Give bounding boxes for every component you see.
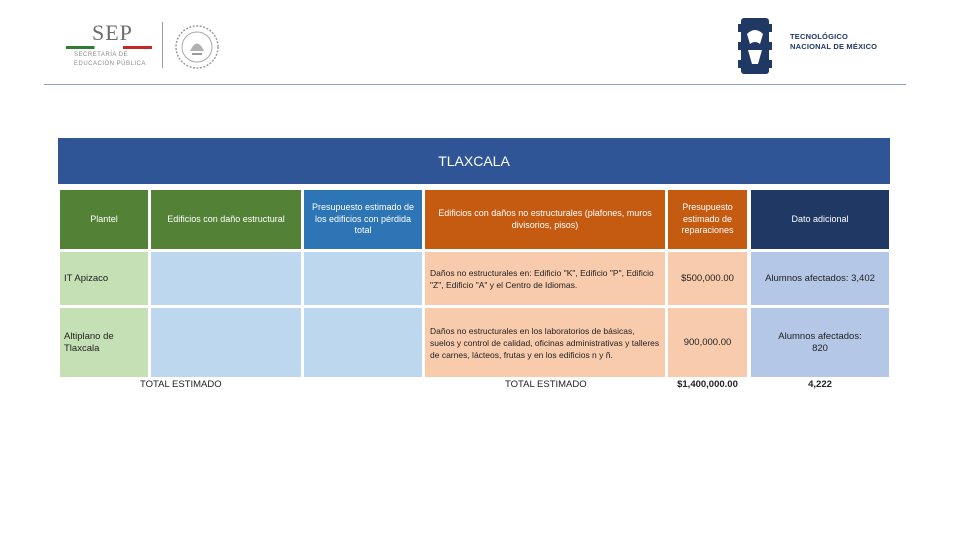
column-header-dano-estructural: Edificios con daño estructural (151, 190, 301, 249)
table-row-dato-adicional: Alumnos afectados: 820 (751, 308, 889, 377)
table-row-presupuesto-perdida (304, 252, 422, 305)
column-header-presupuesto-perdida: Presupuesto estimado de los edificios con pérdida total (304, 190, 422, 249)
column-header-plantel: Plantel (60, 190, 148, 249)
table-row-presupuesto-reparaciones: $500,000.00 (668, 252, 747, 305)
total-label-right: TOTAL ESTIMADO (505, 379, 587, 390)
table-row-presupuesto-reparaciones: 900,000.00 (668, 308, 747, 377)
table-row-presupuesto-perdida (304, 308, 422, 377)
total-presupuesto: $1,400,000.00 (677, 379, 738, 390)
tecnm-gear-icon (738, 14, 772, 78)
column-header-dato-adicional: Dato adicional (751, 190, 889, 249)
table-row-dano-estructural (151, 308, 301, 377)
table-row-no-estructurales: Daños no estructurales en: Edificio "K", Edificio "P", Edificio "Z", Edificio "A" y el Centro de Idiomas. (425, 252, 665, 305)
sep-subtitle-line1: SECRETARÍA DE (74, 52, 129, 58)
tecnm-wordmark (790, 32, 877, 52)
table-row-plantel: Altiplano de Tlaxcala (60, 308, 148, 377)
table-row-dato-adicional: Alumnos afectados: 3,402 (751, 252, 889, 305)
table-row-dano-estructural (151, 252, 301, 305)
column-header-no-estructurales: Edificios con daños no estructurales (plafones, muros divisorios, pisos) (425, 190, 665, 249)
column-header-presupuesto-reparaciones: Presupuesto estimado de reparaciones (668, 190, 747, 249)
table-title: TLAXCALA (58, 138, 890, 184)
sep-flag-bars (66, 46, 152, 49)
tecnm-line1: TECNOLÓGICO (790, 32, 849, 41)
sep-subtitle-line2: EDUCACIÓN PÚBLICA (74, 61, 146, 67)
logo-divider (162, 22, 163, 68)
mexico-seal-icon (174, 24, 220, 70)
tecnm-line2: NACIONAL DE MÉXICO (790, 42, 878, 51)
sep-title: SEP (92, 20, 133, 45)
sep-logo (62, 20, 167, 70)
header-rule (44, 84, 906, 85)
total-alumnos: 4,222 (808, 379, 832, 390)
table-row-plantel: IT Apizaco (60, 252, 148, 305)
total-label-left: TOTAL ESTIMADO (140, 379, 222, 390)
table-row-no-estructurales: Daños no estructurales en los laboratorios de básicas, suelos y control de calidad, oficinas administrativas y talleres de carnes, lácteos, frutas y en los edificios n y ñ. (425, 308, 665, 377)
